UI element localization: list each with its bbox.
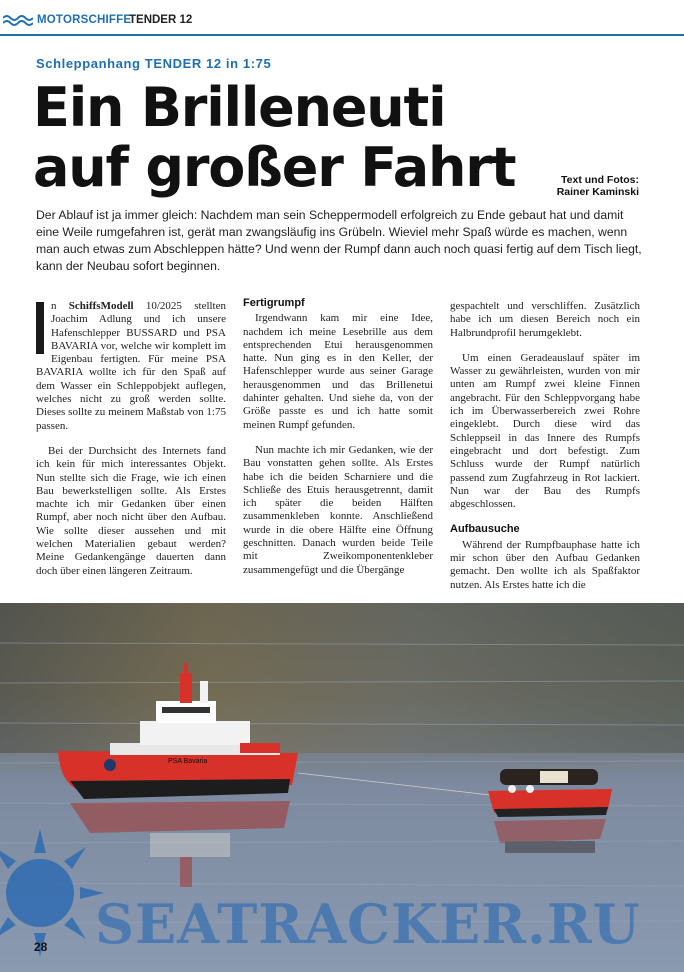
text-column-3	[450, 300, 640, 604]
credits-label: Text und Fotos:	[561, 174, 639, 186]
model-label: TENDER 12	[129, 14, 193, 26]
paragraph: Irgendwann kam mir eine Idee, nachdem ich meine Lesebrille aus dem entsprechenden Etui herausgenommen hatte. Nun ging es in den Keller, der Hafenschlepper wurde aus seiner Garage herausgenommen und das Brillenetui dahinter gehalten. Und siehe da, von der Größe passte es und ich hatte somit meinen Rumpf gefunden.	[243, 312, 433, 431]
watermark-text: SEATRACKER.RU	[95, 892, 641, 956]
text-column-1	[36, 300, 226, 590]
paragraph-text: 10/2025 stellten Joachim Adlung und ich unsere Hafenschlepper BUSSARD und PSA BAVARIA vor, welche wir komplett im Eigenbau fertigten. Für meine PSA BAVARIA wollte ich für den Spaß auf dem Wasser ein Schleppobjekt auflegen, welches nicht zu groß werden sollte. Dieses sollte zu meinem Maßstab von 1:75 passen.	[36, 300, 226, 432]
drop-cap	[36, 302, 44, 354]
paragraph: Während der Rumpfbauphase hatte ich mir schon über den Aufbau Gedanken gemacht. Den wollte ich als Spaßfaktor nutzen. Als Erstes hatte ich die	[450, 538, 640, 591]
paragraph: Nun machte ich mir Gedanken, wie der Bau vonstatten gehen sollte. Als Erstes habe ich die beiden Scharniere und die Schließe des Etuis herausgetrennt, damit ich später die beiden Hälften zusammenkleben konnte. Anschließend wurde in die obere Hälfte eine Öffnung geschnitten. Danach wurden beide Teile mit Zweikomponentenkleber zusammengefügt und die Übergänge	[243, 443, 433, 576]
text-column-2	[243, 297, 433, 589]
page-number: 28	[34, 940, 48, 954]
paragraph: Um einen Geradeauslauf später im Wasser zu gewährleisten, wurden von mir unten am Rumpf zwei kleine Finnen angebracht. Für den Schleppvorgang habe ich im Überwasserbereich zwei Rohre eingeklebt. Durch diese wird das Schleppseil in das Innere des Rumpfs eingebracht und dort befestigt. Zum Schluss wurde der Rumpf natürlich passend zum Zugfahrzeug in Rot lackiert. Nun war der Bau des Rumpfs abgeschlossen.	[450, 351, 640, 511]
section-label: MOTORSCHIFFE	[37, 14, 132, 26]
article-intro: Der Ablauf ist ja immer gleich: Nachdem man sein Scheppermodell erfolgreich zu Ende gebaut hat und damit eine Weile rumgefahren ist, gerät man zwangsläufig ins Grübeln. Wieviel mehr Spaß würde es machen, wenn man auch etwas zum Abschleppen hätte? Und wenn der Rumpf dann auch noch quasi fertig auf dem Tisch liegt, kann der Neubau sofort beginnen.	[36, 208, 642, 273]
paragraph	[36, 300, 226, 433]
paragraph: gespachtelt und verschliffen. Zusätzlich habe ich um diesen Bereich noch ein Halbrundprofil herumgeklebt.	[450, 300, 640, 339]
barge-reflection	[494, 819, 606, 853]
credits-author: Rainer Kaminski	[556, 186, 639, 198]
headline-line-1: Ein Brilleneuti	[33, 76, 446, 139]
section-header	[0, 10, 684, 32]
paragraph: Bei der Durchsicht des Internets fand ich kein für mich interessantes Objekt. Nun stellte sich die Frage, wie ich einen Bau bewerkstelligen sollte. Als Erstes machte ich mir Gedanken über einen Rumpf, aber noch nicht über den Aufbau. Wie sollte dieser aussehen und mit welchen Materialien gebaut werden? Meine Gedankengänge dauerten dann doch über einen längeren Zeitraum.	[36, 444, 226, 577]
article-credits	[557, 174, 639, 198]
waves-icon	[3, 14, 33, 26]
magazine-reference: SchiffsModell	[68, 300, 134, 312]
subheading: Fertigrumpf	[243, 297, 305, 309]
subheading: Aufbausuche	[450, 523, 520, 536]
drop-cap-text: n	[51, 300, 57, 312]
header-rule	[0, 34, 684, 36]
tug-name: PSA Bavaria	[168, 758, 208, 765]
article-headline	[33, 78, 515, 198]
headline-line-2: auf großer Fahrt	[33, 136, 516, 199]
towed-barge	[488, 769, 612, 817]
article-kicker: Schleppanhang TENDER 12 in 1:75	[36, 56, 272, 71]
